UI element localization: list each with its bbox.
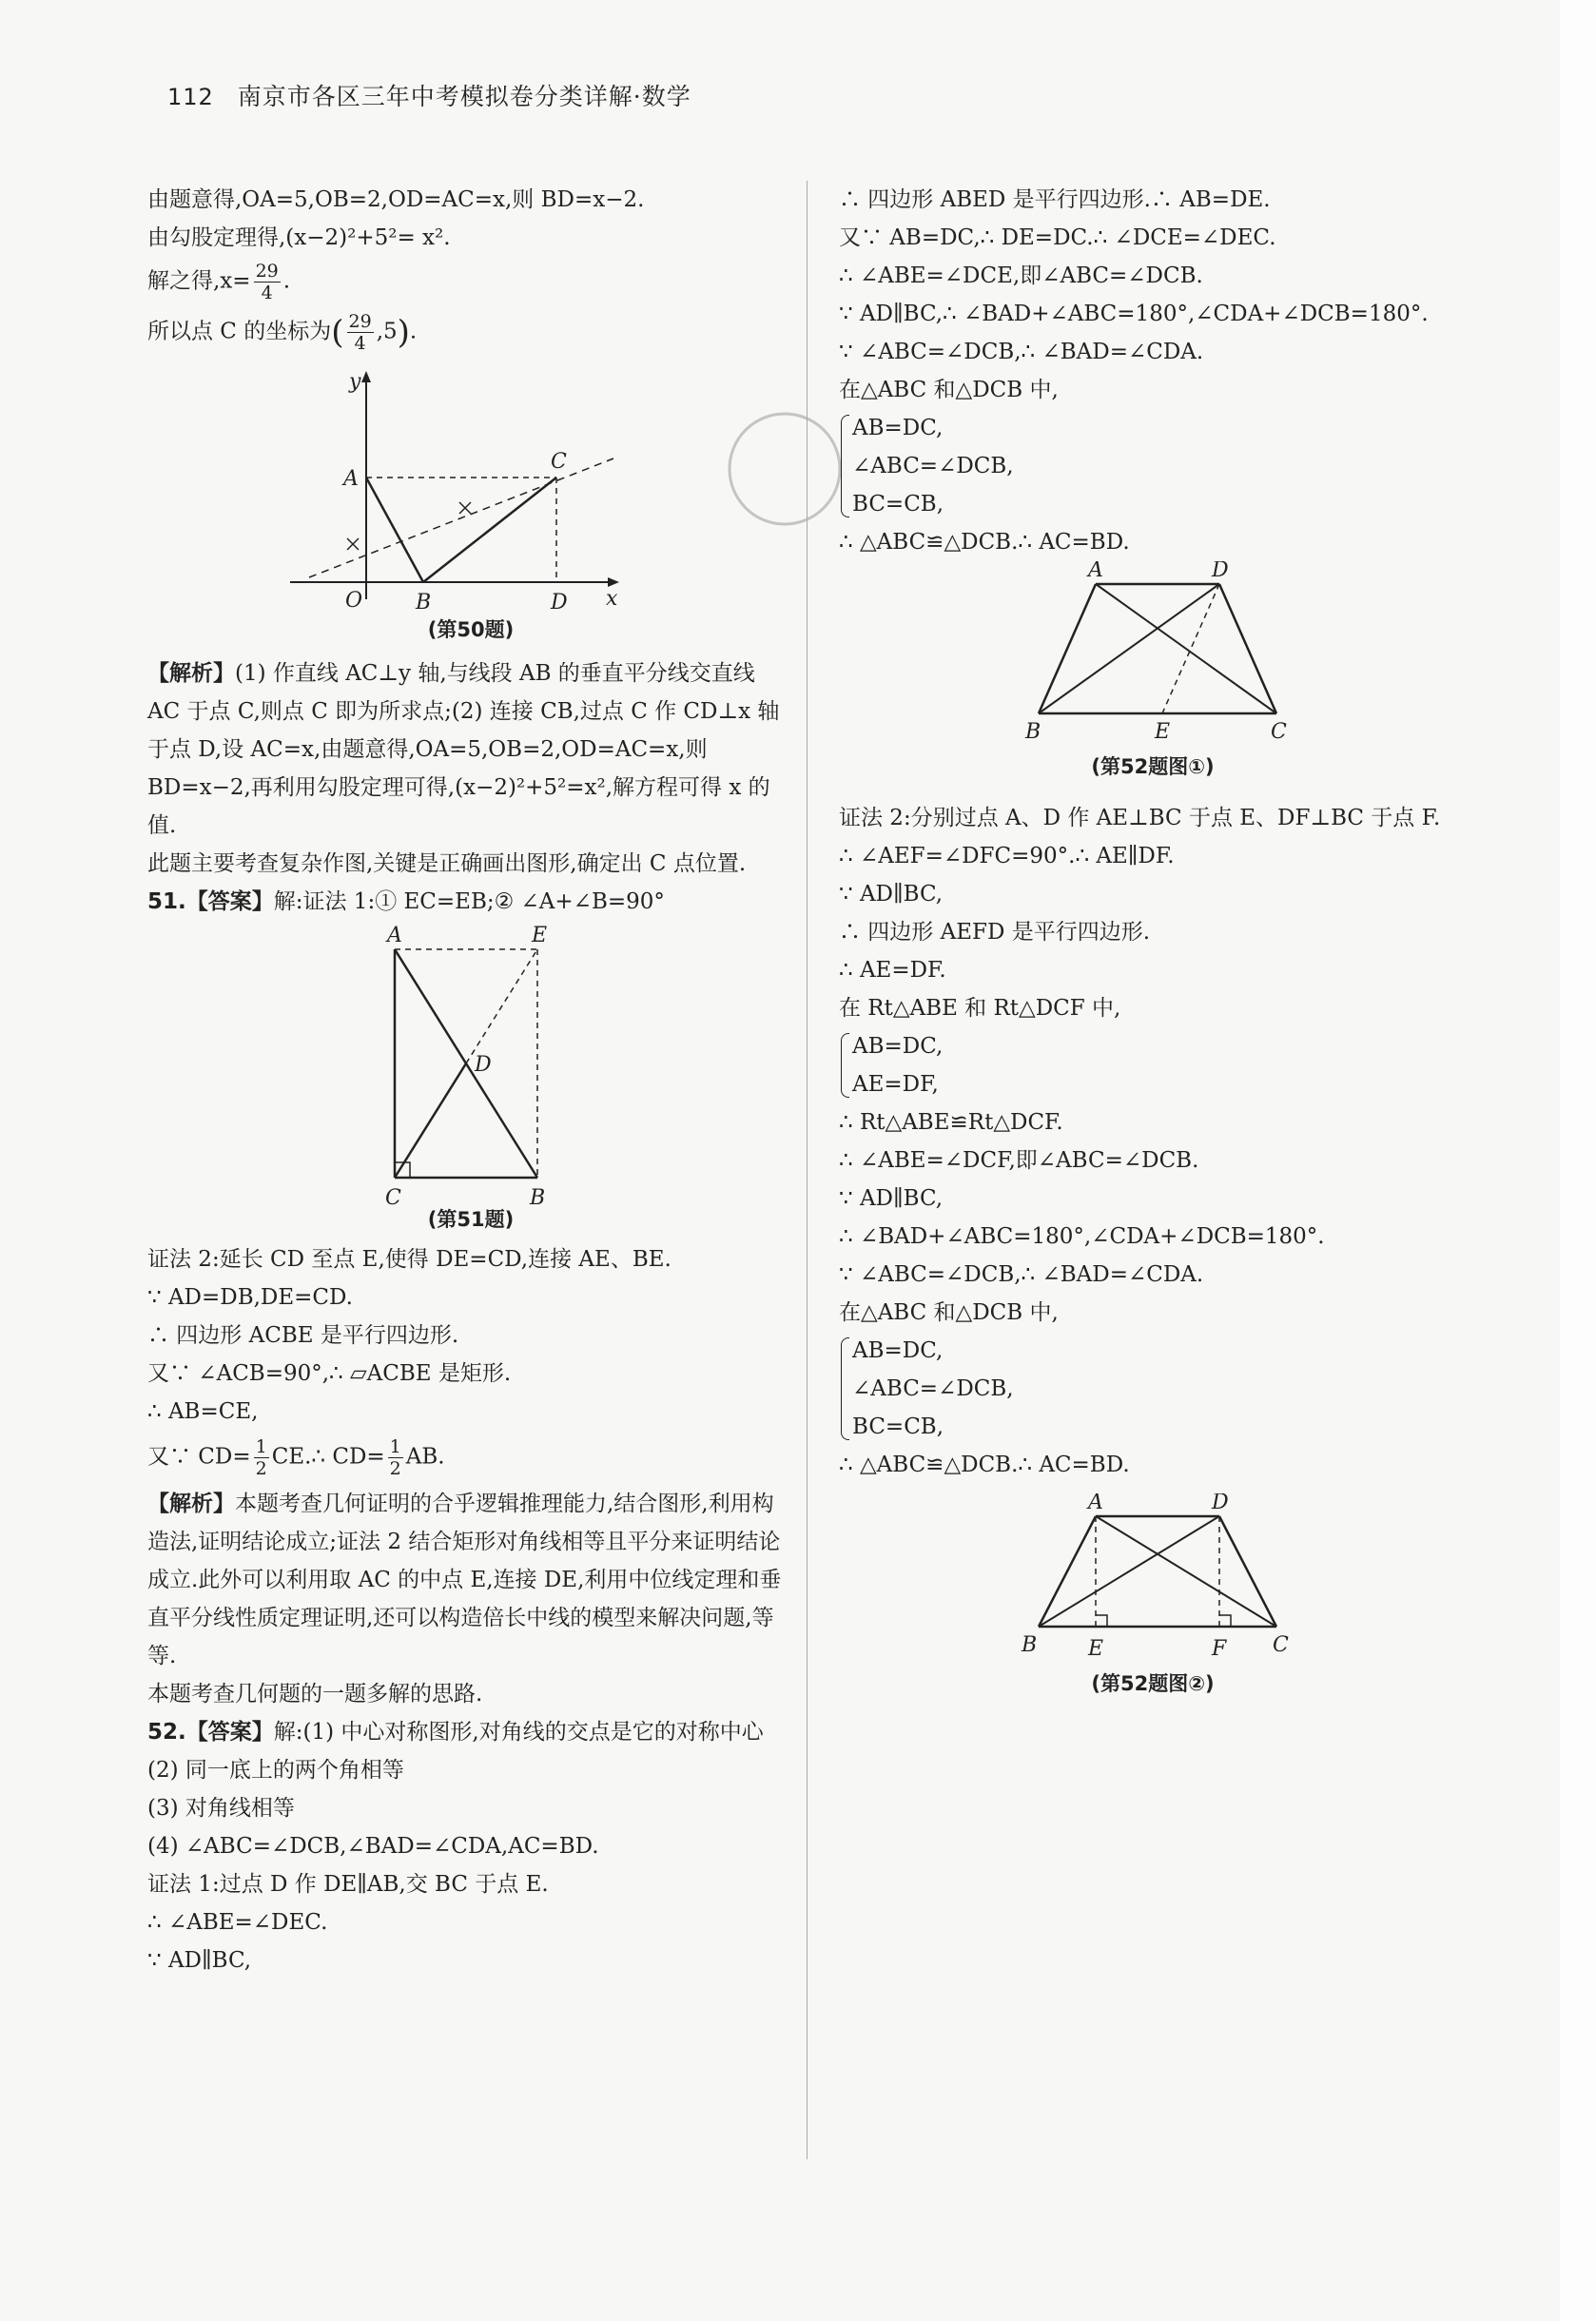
equation-system	[839, 1027, 1467, 1103]
paren-close: )	[397, 313, 410, 352]
equation: AE=DF,	[852, 1072, 939, 1097]
figure-51	[147, 921, 794, 1235]
label-D: D	[475, 1053, 492, 1077]
text-line: ∵ ∠ABC=∠DCB,∴ ∠BAD=∠CDA.	[839, 340, 1204, 364]
label-B: B	[530, 1186, 546, 1210]
text-line: (3) 对角线相等	[147, 1796, 295, 1821]
figure-52-1-caption: (第52题图①)	[1091, 755, 1215, 778]
text-line: ∵ AD∥BC,	[839, 882, 944, 907]
analysis-50	[147, 654, 794, 845]
right-column	[839, 181, 1467, 1731]
text-line: ∴ ∠ABE=∠DCF,即∠ABC=∠DCB.	[839, 1148, 1199, 1173]
question-label: 52.【答案】	[147, 1720, 274, 1745]
label-C: C	[1273, 1633, 1289, 1657]
label-C: C	[1271, 720, 1287, 744]
text-line: 由题意得,OA=5,OB=2,OD=AC=x,则 BD=x−2.	[147, 187, 645, 212]
equation: ∠ABC=∠DCB,	[852, 454, 1014, 478]
left-column	[147, 181, 794, 1980]
analysis-tag: 【解析】	[147, 661, 235, 686]
equation: AB=DC,	[852, 416, 944, 440]
text-line: 又∵ AB=DC,∴ DE=DC.∴ ∠DCE=∠DEC.	[839, 225, 1276, 250]
denominator: 4	[261, 283, 273, 303]
answer-text: 解:证法 1:① EC=EB;② ∠A+∠B=90°	[273, 889, 665, 914]
text-line: ∴ ∠ABE=∠DEC.	[147, 1910, 328, 1935]
label-y: y	[349, 370, 361, 394]
text-line: ∴ AE=DF.	[839, 958, 946, 983]
fraction	[254, 261, 281, 303]
figure-50-caption: (第50题)	[427, 618, 515, 641]
text-line: (2) 同一底上的两个角相等	[147, 1758, 404, 1783]
denominator: 2	[389, 1458, 401, 1479]
text-line: ∵ AD∥BC,∴ ∠BAD+∠ABC=180°,∠CDA+∠DCB=180°.	[839, 302, 1429, 326]
text-line: 证法 1:过点 D 作 DE∥AB,交 BC 于点 E.	[147, 1872, 549, 1897]
label-D: D	[1212, 561, 1229, 582]
paren-open: (	[331, 313, 344, 352]
numerator: 29	[348, 311, 372, 332]
denominator: 4	[354, 333, 366, 354]
label-D: D	[551, 591, 568, 614]
equation-system	[839, 409, 1467, 523]
equation: BC=CB,	[852, 1414, 944, 1439]
page-edge	[1560, 0, 1596, 2321]
numerator: 1	[255, 1436, 267, 1457]
label-C: C	[385, 1186, 401, 1210]
page-header	[167, 78, 691, 112]
label-x: x	[606, 587, 618, 611]
book-title: 南京市各区三年中考模拟卷分类详解·数学	[237, 83, 691, 110]
text-line: 在△ABC 和△DCB 中,	[839, 378, 1059, 402]
label-E: E	[532, 924, 548, 947]
column-divider	[807, 181, 808, 2159]
answer-51	[147, 883, 794, 921]
label-A: A	[387, 924, 402, 947]
denominator: 2	[255, 1458, 267, 1479]
figure-51-caption: (第51题)	[427, 1208, 515, 1231]
text-line: 由勾股定理得,(x−2)²+5²= x².	[147, 225, 451, 250]
figure-51-diagram	[147, 921, 794, 1235]
answer-text: 解:(1) 中心对称图形,对角线的交点是它的对称中心	[273, 1720, 764, 1745]
text-line: 证法 2:延长 CD 至点 E,使得 DE=CD,连接 AE、BE.	[147, 1247, 671, 1272]
text-line: ∴ Rt△ABE≌Rt△DCF.	[839, 1110, 1063, 1135]
label-A: A	[1088, 1493, 1103, 1514]
label-E: E	[1155, 720, 1171, 744]
figure-50	[147, 363, 794, 649]
text-fragment: 解之得,x=	[147, 268, 251, 294]
text-line: ∴ ∠ABE=∠DCE,即∠ABC=∠DCB.	[839, 263, 1203, 288]
label-D: D	[1212, 1493, 1229, 1514]
figure-52-2	[839, 1493, 1467, 1731]
label-O: O	[345, 589, 363, 613]
text-line: ∴ AB=CE,	[147, 1399, 259, 1424]
equation: ∠ABC=∠DCB,	[852, 1376, 1014, 1401]
text-line: ∴ ∠AEF=∠DFC=90°.∴ AE∥DF.	[839, 844, 1175, 868]
text-fragment: CE.∴ CD=	[271, 1444, 385, 1470]
figure-52-1	[839, 561, 1467, 799]
text-line: ∴ 四边形 ABED 是平行四边形.∴ AB=DE.	[839, 187, 1271, 212]
text-fragment: .	[282, 268, 291, 294]
question-label: 51.【答案】	[147, 889, 274, 914]
text-line: 所以点 C 的坐标为( $\frac{29}{4}$ ,5).	[147, 311, 418, 354]
text-line: ∴ △ABC≌△DCB.∴ AC=BD.	[839, 1453, 1130, 1477]
fraction	[388, 1436, 403, 1479]
text-line: 又∵ ∠ACB=90°,∴ ▱ACBE 是矩形.	[147, 1361, 512, 1386]
analysis-text: 本题考查几何证明的合乎逻辑推理能力,结合图形,利用构造法,证明结论成立;证法 2 结合矩形对角线相等且平分来证明结论成立.此外可以利用取 AC 的中点 E,连接 DE,利用中位线定理和垂直平分线性质定理证明,还可以构造倍长中线的模型来解决问题,等等.	[147, 1492, 782, 1668]
text-fragment: AB.	[405, 1444, 445, 1470]
fraction	[254, 1436, 269, 1479]
equation-system	[839, 1332, 1467, 1446]
text-line	[147, 261, 794, 303]
text-line: ∵ AD∥BC,	[839, 1186, 944, 1211]
text-line: 在△ABC 和△DCB 中,	[839, 1300, 1059, 1325]
page-number: 112	[167, 84, 214, 110]
numerator: 29	[255, 261, 279, 282]
text-line: ∵ AD=DB,DE=CD.	[147, 1285, 353, 1310]
analysis-text: (1) 作直线 AC⊥y 轴,与线段 AB 的垂直平分线交直线 AC 于点 C,则点 C 即为所求点;(2) 连接 CB,过点 C 作 CD⊥x 轴于点 D,设 AC=x,由题意得,OA=5,OB=2,OD=AC=x,则 BD=x−2,再利用勾股定理可得,(x−2)²+5²=x²,解方程可得 x 的值.	[147, 661, 780, 838]
equation: AB=DC,	[852, 1338, 944, 1363]
figure-50-diagram	[147, 363, 794, 649]
text-fragment: 又∵ CD=	[147, 1444, 251, 1470]
text-line	[147, 1436, 794, 1479]
label-C: C	[551, 450, 567, 474]
fraction	[347, 311, 374, 354]
text-line: ∴ 四边形 AEFD 是平行四边形.	[839, 920, 1151, 945]
equation: AB=DC,	[852, 1034, 944, 1059]
equation: BC=CB,	[852, 492, 944, 517]
label-B: B	[1022, 1633, 1038, 1657]
analysis-tag: 【解析】	[147, 1492, 235, 1516]
text-line: ∵ ∠ABC=∠DCB,∴ ∠BAD=∠CDA.	[839, 1262, 1204, 1287]
text-line: ∴ △ABC≌△DCB.∴ AC=BD.	[839, 530, 1130, 555]
text-fragment: 所以点 C 的坐标为	[147, 319, 332, 344]
answer-52	[147, 1713, 794, 1751]
text-line: 证法 2:分别过点 A、D 作 AE⊥BC 于点 E、DF⊥BC 于点 F.	[839, 806, 1441, 830]
text-fragment: ,5	[376, 319, 398, 344]
text-line: ∵ AD∥BC,	[147, 1948, 252, 1973]
text-line: (4) ∠ABC=∠DCB,∠BAD=∠CDA,AC=BD.	[147, 1834, 599, 1859]
label-B: B	[1025, 720, 1041, 744]
label-B: B	[416, 591, 432, 614]
label-A: A	[1088, 561, 1103, 582]
label-F: F	[1212, 1637, 1227, 1661]
text-line: ∴ ∠BAD+∠ABC=180°,∠CDA+∠DCB=180°.	[839, 1224, 1325, 1249]
numerator: 1	[389, 1436, 401, 1457]
text-line: 在 Rt△ABE 和 Rt△DCF 中,	[839, 996, 1121, 1021]
text-line: ∴ 四边形 ACBE 是平行四边形.	[147, 1323, 459, 1348]
analysis-51	[147, 1485, 794, 1675]
analysis-51-summary: 本题考查几何题的一题多解的思路.	[147, 1682, 483, 1707]
label-A: A	[343, 467, 359, 491]
figure-52-2-caption: (第52题图②)	[1091, 1672, 1215, 1695]
label-E: E	[1088, 1637, 1104, 1661]
analysis-50-summary: 此题主要考查复杂作图,关键是正确画出图形,确定出 C 点位置.	[147, 851, 747, 876]
